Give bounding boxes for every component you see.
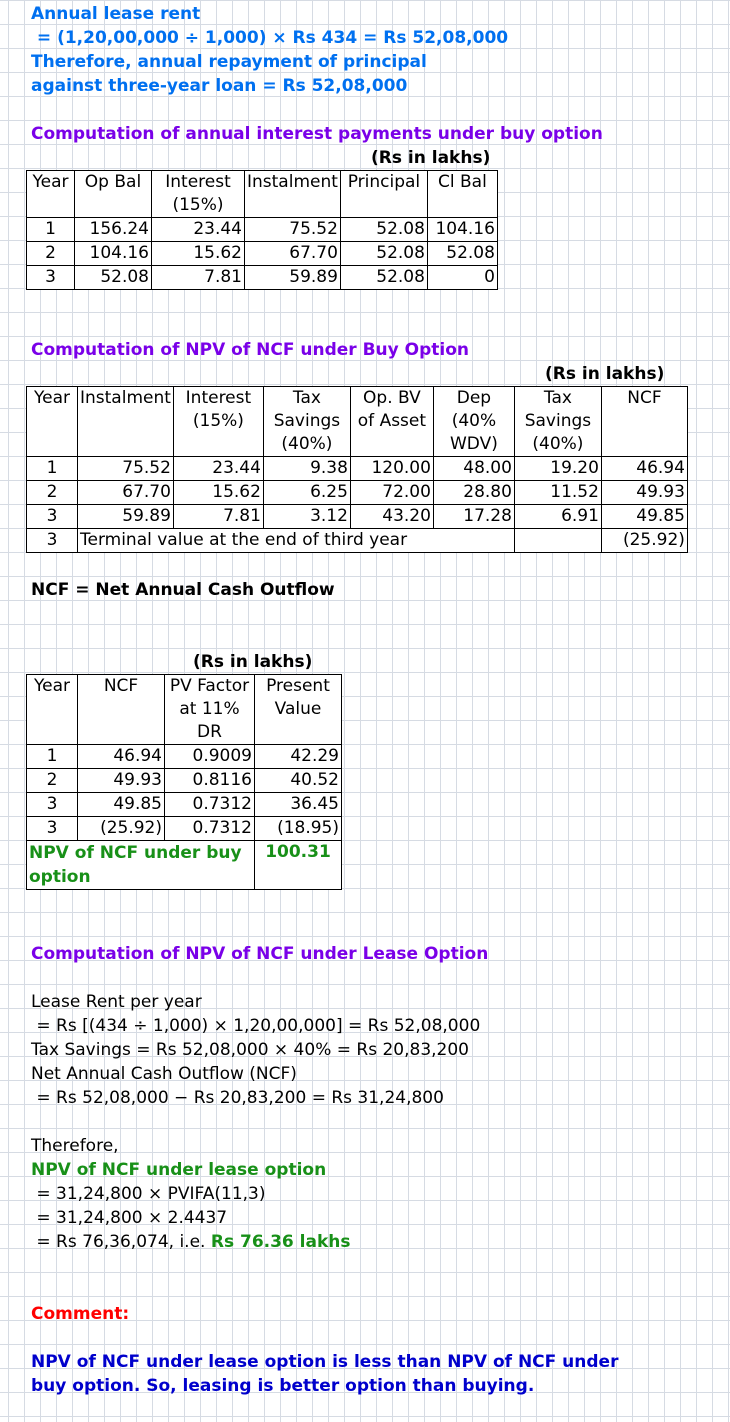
- npv-buy-total-value: 100.31: [255, 841, 342, 890]
- dep-cell: 48.00: [433, 457, 514, 481]
- intro-line-1: Annual lease rent: [31, 4, 201, 24]
- year-cell: 1: [27, 218, 75, 242]
- table-row: [27, 266, 498, 290]
- present-value-cell: 40.52: [255, 769, 342, 793]
- ncf-cell: 49.93: [601, 481, 687, 505]
- npv-buy-header-row: [27, 387, 688, 457]
- table-row: [27, 769, 342, 793]
- ncf-cell: 46.94: [78, 745, 165, 769]
- year-cell: 3: [27, 505, 78, 529]
- ncf-cell: 49.85: [601, 505, 687, 529]
- col-header-year: Year: [27, 171, 75, 218]
- instalment-cell: 59.89: [245, 266, 341, 290]
- year-cell: 1: [27, 457, 78, 481]
- dep-tax-savings-cell: 6.91: [514, 505, 601, 529]
- dep-tax-savings-cell: 19.20: [514, 457, 601, 481]
- ncf-cell: 49.93: [78, 769, 165, 793]
- interest-cell: 15.62: [152, 242, 245, 266]
- lease-calc-2: = 31,24,800 × 2.4437: [31, 1208, 228, 1228]
- pv-table: [26, 674, 342, 890]
- interest-unit-label: (Rs in lakhs): [371, 148, 491, 168]
- table-row: [27, 793, 342, 817]
- lease-calc-3-prefix: = Rs 76,36,074, i.e.: [31, 1232, 211, 1252]
- lease-line-5: = Rs 52,08,000 − Rs 20,83,200 = Rs 31,24,800: [31, 1088, 444, 1108]
- npv-lease-label: NPV of NCF under lease option: [31, 1160, 327, 1180]
- table-row: [27, 481, 688, 505]
- present-value-cell: 42.29: [255, 745, 342, 769]
- year-cell: 2: [27, 769, 78, 793]
- interest-cell: 23.44: [152, 218, 245, 242]
- op-bal-cell: 156.24: [75, 218, 152, 242]
- instalment-cell: 75.52: [245, 218, 341, 242]
- year-cell: 3: [27, 266, 75, 290]
- instalment-cell: 59.89: [78, 505, 174, 529]
- instalment-cell: 67.70: [245, 242, 341, 266]
- col-header-interest: Interest (15%): [152, 171, 245, 218]
- year-cell: 1: [27, 745, 78, 769]
- col-header-year: Year: [27, 675, 78, 745]
- npv-buy-table: [26, 386, 688, 553]
- op-bv-cell: 43.20: [350, 505, 433, 529]
- op-bal-cell: 52.08: [75, 266, 152, 290]
- principal-cell: 52.08: [340, 242, 427, 266]
- principal-cell: 52.08: [340, 266, 427, 290]
- instalment-cell: 67.70: [78, 481, 174, 505]
- pv-factor-cell: 0.7312: [165, 817, 255, 841]
- lease-section-title: Computation of NPV of NCF under Lease Option: [31, 944, 489, 964]
- interest-cell: 15.62: [173, 481, 263, 505]
- col-header-dep: Dep (40% WDV): [433, 387, 514, 457]
- pv-factor-cell: 0.8116: [165, 769, 255, 793]
- lease-line-4: Net Annual Cash Outflow (NCF): [31, 1064, 297, 1084]
- col-header-interest: Interest (15%): [173, 387, 263, 457]
- col-header-pv-factor: PV Factor at 11% DR: [165, 675, 255, 745]
- npv-buy-unit-label: (Rs in lakhs): [545, 364, 665, 384]
- tax-savings-cell: 3.12: [263, 505, 350, 529]
- op-bv-cell: 120.00: [350, 457, 433, 481]
- table-row: [27, 505, 688, 529]
- present-value-cell: 36.45: [255, 793, 342, 817]
- interest-table: [26, 170, 498, 290]
- intro-line-2: = (1,20,00,000 ÷ 1,000) × Rs 434 = Rs 52,08,000: [31, 28, 509, 48]
- col-header-op-bv: Op. BV of Asset: [350, 387, 433, 457]
- comment-line-1: NPV of NCF under lease option is less than NPV of NCF under: [31, 1352, 619, 1372]
- cl-bal-cell: 0: [427, 266, 497, 290]
- lease-line-3: Tax Savings = Rs 52,08,000 × 40% = Rs 20,83,200: [31, 1040, 469, 1060]
- col-header-year: Year: [27, 387, 78, 457]
- year-cell: 2: [27, 242, 75, 266]
- col-header-present-value: Present Value: [255, 675, 342, 745]
- tax-savings-cell: 9.38: [263, 457, 350, 481]
- lease-therefore: Therefore,: [31, 1136, 119, 1156]
- comment-line-2: buy option. So, leasing is better option than buying.: [31, 1376, 535, 1396]
- interest-cell: 23.44: [173, 457, 263, 481]
- lease-line-2: = Rs [(434 ÷ 1,000) × 1,20,00,000] = Rs 52,08,000: [31, 1016, 481, 1036]
- comment-label: Comment:: [31, 1304, 130, 1324]
- npv-buy-section-title: Computation of NPV of NCF under Buy Option: [31, 340, 469, 360]
- table-row: [27, 242, 498, 266]
- npv-total-row: [27, 841, 342, 890]
- empty-cell: [514, 529, 601, 553]
- pv-unit-label: (Rs in lakhs): [193, 652, 313, 672]
- year-cell: 3: [27, 529, 78, 553]
- interest-cell: 7.81: [173, 505, 263, 529]
- dep-tax-savings-cell: 11.52: [514, 481, 601, 505]
- terminal-value-cell: (25.92): [601, 529, 687, 553]
- present-value-cell: (18.95): [255, 817, 342, 841]
- npv-lease-result: Rs 76.36 lakhs: [210, 1232, 351, 1252]
- dep-cell: 28.80: [433, 481, 514, 505]
- pv-factor-cell: 0.7312: [165, 793, 255, 817]
- lease-calc-1: = 31,24,800 × PVIFA(11,3): [31, 1184, 266, 1204]
- col-header-dep-tax-savings: Tax Savings (40%): [514, 387, 601, 457]
- table-row: [27, 218, 498, 242]
- col-header-cl-bal: Cl Bal: [427, 171, 497, 218]
- table-row: [27, 457, 688, 481]
- ncf-definition-note: NCF = Net Annual Cash Outflow: [31, 580, 335, 600]
- table-row: [27, 745, 342, 769]
- col-header-ncf: NCF: [601, 387, 687, 457]
- ncf-cell: 46.94: [601, 457, 687, 481]
- year-cell: 2: [27, 481, 78, 505]
- terminal-value-row: [27, 529, 688, 553]
- ncf-cell: (25.92): [78, 817, 165, 841]
- cl-bal-cell: 104.16: [427, 218, 497, 242]
- col-header-op-bal: Op Bal: [75, 171, 152, 218]
- col-header-instalment: Instalment: [78, 387, 174, 457]
- pv-factor-cell: 0.9009: [165, 745, 255, 769]
- interest-section-title: Computation of annual interest payments under buy option: [31, 124, 603, 144]
- year-cell: 3: [27, 817, 78, 841]
- instalment-cell: 75.52: [78, 457, 174, 481]
- dep-cell: 17.28: [433, 505, 514, 529]
- intro-line-3: Therefore, annual repayment of principal: [31, 52, 427, 72]
- terminal-value-label: Terminal value at the end of third year: [78, 529, 515, 553]
- npv-buy-total-label: NPV of NCF under buy option: [27, 841, 255, 890]
- cl-bal-cell: 52.08: [427, 242, 497, 266]
- interest-header-row: [27, 171, 498, 218]
- lease-calc-3: [31, 1230, 351, 1254]
- interest-cell: 7.81: [152, 266, 245, 290]
- ncf-cell: 49.85: [78, 793, 165, 817]
- intro-line-4: against three-year loan = Rs 52,08,000: [31, 76, 408, 96]
- col-header-tax-savings: Tax Savings (40%): [263, 387, 350, 457]
- op-bal-cell: 104.16: [75, 242, 152, 266]
- pv-header-row: [27, 675, 342, 745]
- year-cell: 3: [27, 793, 78, 817]
- principal-cell: 52.08: [340, 218, 427, 242]
- col-header-instalment: Instalment: [245, 171, 341, 218]
- table-row: [27, 817, 342, 841]
- lease-line-1: Lease Rent per year: [31, 992, 202, 1012]
- op-bv-cell: 72.00: [350, 481, 433, 505]
- col-header-ncf: NCF: [78, 675, 165, 745]
- tax-savings-cell: 6.25: [263, 481, 350, 505]
- col-header-principal: Principal: [340, 171, 427, 218]
